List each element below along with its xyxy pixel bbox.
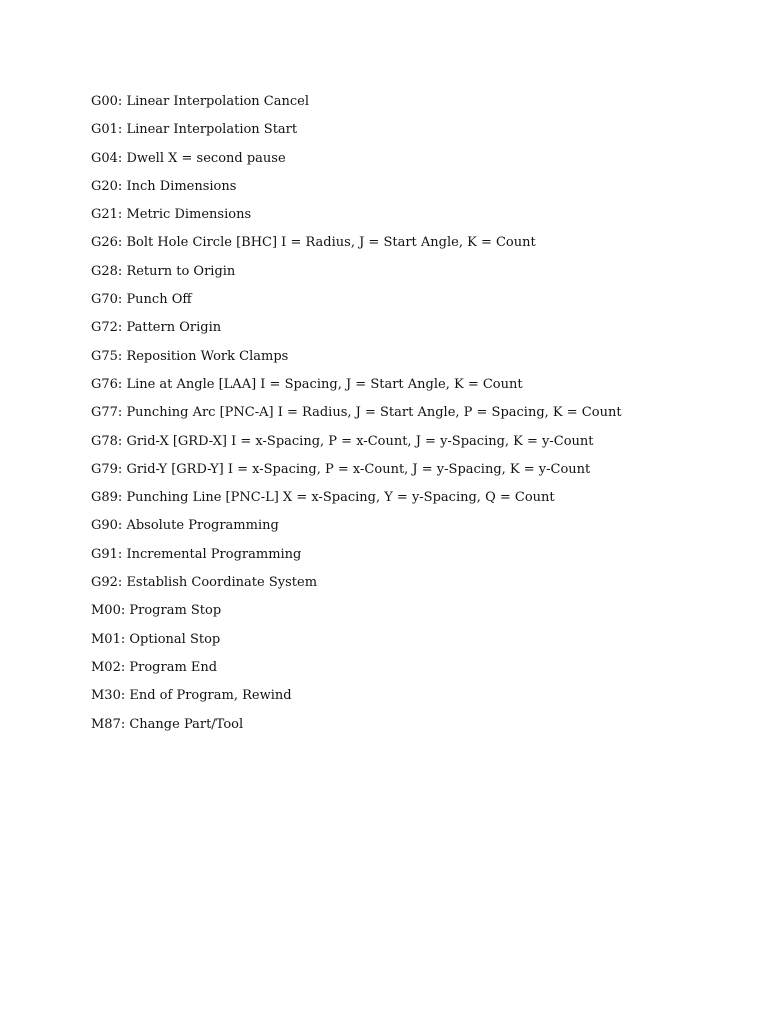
code-line-g77: G77: Punching Arc [PNC-A] I = Radius, J = Start Angle, P = Spacing, K = Count bbox=[91, 405, 622, 421]
code-line-g21: G21: Metric Dimensions bbox=[91, 207, 252, 223]
code-line-g75: G75: Reposition Work Clamps bbox=[91, 348, 289, 364]
code-line-m30: M30: End of Program, Rewind bbox=[91, 688, 292, 704]
code-line-g89: G89: Punching Line [PNC-L] X = x-Spacing, Y = y-Spacing, Q = Count bbox=[91, 490, 555, 506]
code-line-m00: M00: Program Stop bbox=[91, 603, 222, 619]
code-line-m87: M87: Change Part/Tool bbox=[91, 716, 244, 732]
code-line-g91: G91: Incremental Programming bbox=[91, 546, 302, 562]
code-line-g79: G79: Grid-Y [GRD-Y] I = x-Spacing, P = x-Count, J = y-Spacing, K = y-Count bbox=[91, 461, 591, 477]
code-line-g28: G28: Return to Origin bbox=[91, 263, 236, 279]
code-line-g26: G26: Bolt Hole Circle [BHC] I = Radius, J = Start Angle, K = Count bbox=[91, 235, 536, 251]
code-line-g20: G20: Inch Dimensions bbox=[91, 178, 237, 194]
code-line-g01: G01: Linear Interpolation Start bbox=[91, 122, 298, 138]
code-line-m01: M01: Optional Stop bbox=[91, 631, 221, 647]
code-line-g76: G76: Line at Angle [LAA] I = Spacing, J = Start Angle, K = Count bbox=[91, 376, 523, 392]
code-line-g92: G92: Establish Coordinate System bbox=[91, 575, 318, 591]
code-line-g04: G04: Dwell X = second pause bbox=[91, 150, 286, 166]
code-line-m02: M02: Program End bbox=[91, 659, 218, 675]
code-line-g00: G00: Linear Interpolation Cancel bbox=[91, 94, 310, 109]
code-line-g72: G72: Pattern Origin bbox=[91, 320, 222, 336]
code-line-g90: G90: Absolute Programming bbox=[91, 518, 279, 534]
code-line-g70: G70: Punch Off bbox=[91, 292, 192, 308]
gcode-list bbox=[91, 91, 622, 742]
code-line-g78: G78: Grid-X [GRD-X] I = x-Spacing, P = x-Count, J = y-Spacing, K = y-Count bbox=[91, 433, 594, 449]
